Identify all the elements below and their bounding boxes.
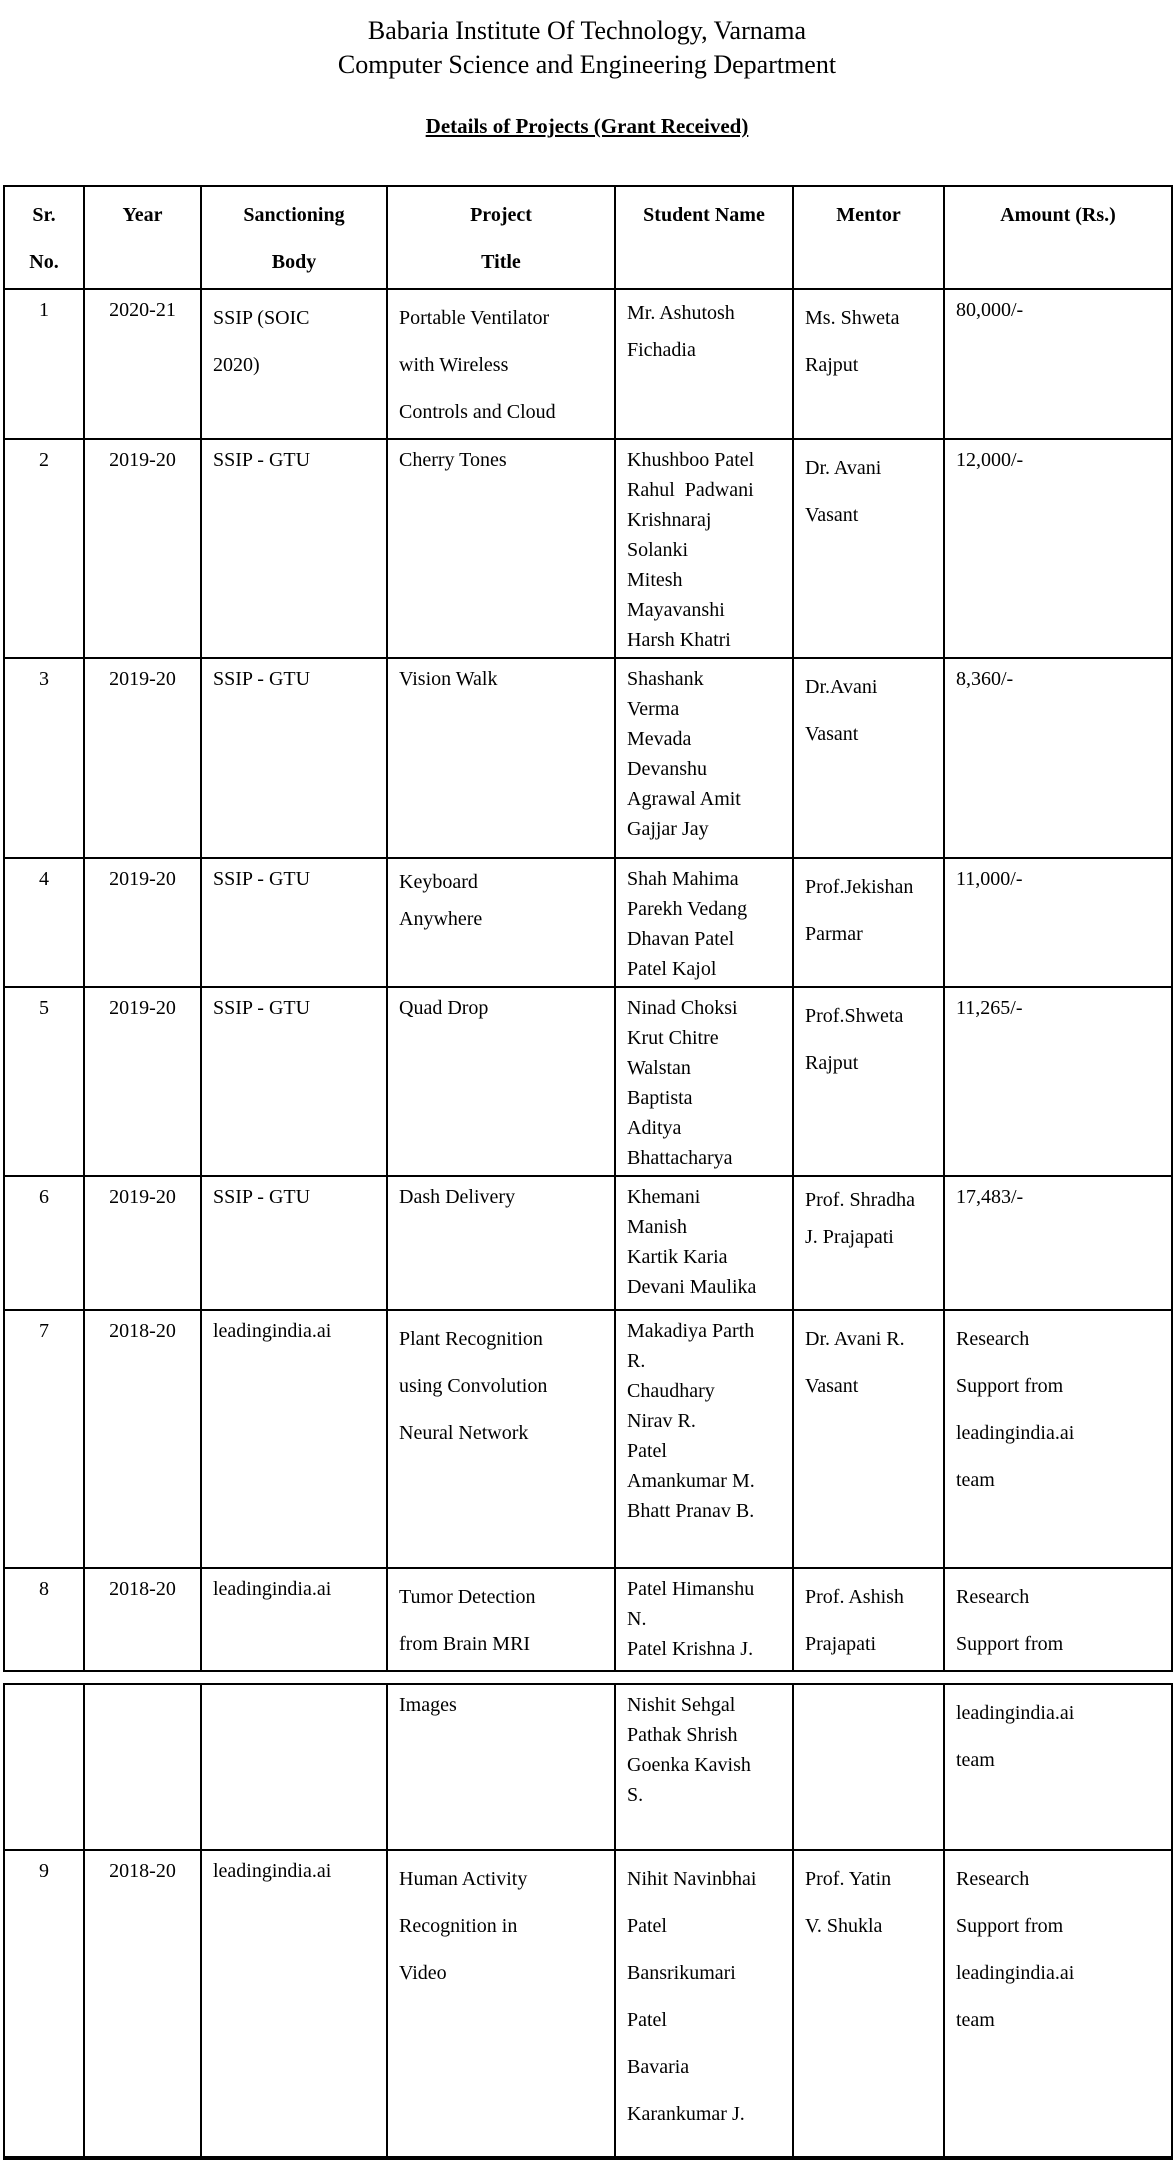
cell-line: leadingindia.ai	[956, 1702, 1075, 1724]
table-row	[4, 858, 1172, 987]
cell-line: Krut Chitre	[627, 1027, 719, 1049]
cell-line: Karankumar J.	[627, 2103, 745, 2125]
header-cell-mentor	[793, 186, 944, 289]
cell-line: Mitesh	[627, 569, 683, 591]
cell-line: Images	[399, 1694, 457, 1716]
cell-sr-no	[4, 1176, 84, 1310]
cell-amount	[944, 658, 1172, 858]
cell-line: Dr.Avani	[805, 676, 878, 698]
cell-sanctioning-body	[201, 987, 387, 1176]
cell-sr-no	[4, 1568, 84, 1671]
cell-line: J. Prajapati	[805, 1226, 894, 1248]
cell-sr-no	[4, 1684, 84, 1850]
table-row	[4, 1684, 1172, 1850]
cell-line: Research	[956, 1586, 1030, 1608]
cell-line: Anywhere	[399, 908, 483, 930]
cell-line: Sanctioning	[243, 204, 345, 226]
cell-mentor	[793, 1176, 944, 1310]
cell-sr-no	[4, 858, 84, 987]
cell-sanctioning-body	[201, 1568, 387, 1671]
header-cell-sanctioning-body	[201, 186, 387, 289]
cell-line: Rahul Padwani	[627, 479, 754, 501]
cell-student-name	[615, 439, 793, 658]
cell-line: SSIP - GTU	[213, 1186, 311, 1208]
table-row	[4, 1568, 1172, 1671]
projects-table-page-2	[3, 1683, 1173, 2160]
cell-line: Bhatt Pranav B.	[627, 1500, 755, 1522]
cell-project-title	[387, 1684, 615, 1850]
cell-line: Dash Delivery	[399, 1186, 516, 1208]
cell-student-name	[615, 289, 793, 439]
projects-table-page-1	[3, 185, 1173, 1672]
cell-sanctioning-body	[201, 658, 387, 858]
cell-line: Pathak Shrish	[627, 1724, 738, 1746]
cell-line: Patel Kajol	[627, 958, 717, 980]
cell-line: team	[956, 1749, 995, 1771]
cell-line: SSIP - GTU	[213, 997, 311, 1019]
cell-line: Verma	[627, 698, 680, 720]
cell-line: Prof. Shradha	[805, 1189, 915, 1211]
cell-line: leadingindia.ai	[213, 1860, 332, 1882]
header-cell-year	[84, 186, 201, 289]
cell-line: Neural Network	[399, 1422, 529, 1444]
cell-year	[84, 1850, 201, 2158]
cell-line: Patel	[627, 1915, 667, 1937]
cell-line: N.	[627, 1608, 647, 1630]
cell-amount	[944, 1850, 1172, 2158]
table-row	[4, 658, 1172, 858]
cell-line: Nirav R.	[627, 1410, 696, 1432]
cell-line: 17,483/-	[956, 1186, 1024, 1208]
cell-project-title	[387, 1568, 615, 1671]
table-row	[4, 1850, 1172, 2158]
cell-student-name	[615, 658, 793, 858]
cell-line: Rajput	[805, 354, 859, 376]
cell-line: Goenka Kavish	[627, 1754, 751, 1776]
cell-sr-no	[4, 1310, 84, 1568]
cell-line: Devanshu	[627, 758, 707, 780]
header-cell-amount	[944, 186, 1172, 289]
institute-title: Babaria Institute Of Technology, Varnama	[367, 16, 807, 45]
cell-line: SSIP - GTU	[213, 668, 311, 690]
cell-line: 2019-20	[109, 997, 176, 1019]
cell-line: Nishit Sehgal	[627, 1694, 736, 1716]
department-title: Computer Science and Engineering Department	[337, 50, 837, 79]
cell-amount	[944, 1684, 1172, 1850]
cell-line: V. Shukla	[805, 1915, 883, 1937]
cell-line: Research	[956, 1328, 1030, 1350]
cell-sr-no	[4, 1850, 84, 2158]
cell-student-name	[615, 1850, 793, 2158]
cell-line: Patel	[627, 1440, 667, 1462]
cell-line: Title	[481, 251, 521, 273]
cell-line: Plant Recognition	[399, 1328, 543, 1350]
cell-line: Human Activity	[399, 1868, 528, 1890]
cell-sanctioning-body	[201, 289, 387, 439]
table-row	[4, 1176, 1172, 1310]
cell-line: Tumor Detection	[399, 1586, 536, 1608]
cell-mentor	[793, 1310, 944, 1568]
cell-line: Parekh Vedang	[627, 898, 748, 920]
cell-line: Project	[470, 204, 532, 226]
cell-line: 9	[39, 1860, 49, 1882]
cell-line: 2020)	[213, 354, 260, 376]
cell-line: Nihit Navinbhai	[627, 1868, 757, 1890]
cell-mentor	[793, 987, 944, 1176]
cell-line: Vasant	[805, 1375, 859, 1397]
cell-line: Bansrikumari	[627, 1962, 736, 1984]
cell-line: Year	[122, 204, 163, 226]
cell-line: team	[956, 2009, 995, 2031]
cell-line: Patel Krishna J.	[627, 1638, 754, 1660]
cell-line: Mentor	[836, 204, 901, 226]
cell-amount	[944, 1568, 1172, 1671]
cell-sr-no	[4, 987, 84, 1176]
cell-line: Amount (Rs.)	[1000, 204, 1116, 226]
cell-project-title	[387, 1176, 615, 1310]
cell-line: Recognition in	[399, 1915, 518, 1937]
cell-student-name	[615, 1568, 793, 1671]
cell-student-name	[615, 1176, 793, 1310]
cell-amount	[944, 289, 1172, 439]
cell-line: SSIP - GTU	[213, 868, 311, 890]
cell-sanctioning-body	[201, 439, 387, 658]
cell-line: Keyboard	[399, 871, 478, 893]
cell-line: SSIP - GTU	[213, 449, 311, 471]
cell-line: R.	[627, 1350, 646, 1372]
cell-line: 8	[39, 1578, 49, 1600]
cell-line: using Convolution	[399, 1375, 548, 1397]
cell-line: Prajapati	[805, 1633, 877, 1655]
cell-line: 2	[39, 449, 49, 471]
cell-year	[84, 987, 201, 1176]
cell-mentor	[793, 1568, 944, 1671]
cell-line: Gajjar Jay	[627, 818, 709, 840]
cell-line: Amankumar M.	[627, 1470, 755, 1492]
cell-line: Student Name	[643, 204, 765, 226]
cell-year	[84, 1310, 201, 1568]
cell-line: Bhattacharya	[627, 1147, 733, 1169]
cell-line: Chaudhary	[627, 1380, 715, 1402]
cell-line: Mevada	[627, 728, 692, 750]
cell-line: 80,000/-	[956, 299, 1024, 321]
cell-line: Walstan	[627, 1057, 691, 1079]
cell-line: Vision Walk	[399, 668, 498, 690]
cell-line: Baptista	[627, 1087, 693, 1109]
projects-tables-container	[0, 185, 1174, 2160]
cell-line: 6	[39, 1186, 49, 1208]
cell-line: 2019-20	[109, 668, 176, 690]
cell-amount	[944, 439, 1172, 658]
cell-line: leadingindia.ai	[956, 1962, 1075, 1984]
cell-year	[84, 658, 201, 858]
cell-line: Shashank	[627, 668, 704, 690]
cell-line: Ninad Choksi	[627, 997, 738, 1019]
cell-year	[84, 1684, 201, 1850]
cell-line: 3	[39, 668, 49, 690]
cell-line: Patel	[627, 2009, 667, 2031]
page-title: Details of Projects (Grant Received)	[425, 114, 749, 138]
cell-mentor	[793, 1684, 944, 1850]
cell-sr-no	[4, 658, 84, 858]
cell-line: Solanki	[627, 539, 689, 561]
cell-line: Devani Maulika	[627, 1276, 757, 1298]
table-row	[4, 1310, 1172, 1568]
cell-line: Patel Himanshu	[627, 1578, 755, 1600]
cell-amount	[944, 1176, 1172, 1310]
cell-line: Krishnaraj	[627, 509, 712, 531]
cell-line: 12,000/-	[956, 449, 1024, 471]
cell-amount	[944, 1310, 1172, 1568]
cell-line: Dhavan Patel	[627, 928, 735, 950]
header-cell-student-name	[615, 186, 793, 289]
cell-line: leadingindia.ai	[213, 1320, 332, 1342]
cell-line: Dr. Avani	[805, 457, 882, 479]
cell-year	[84, 289, 201, 439]
cell-mentor	[793, 1850, 944, 2158]
cell-line: 7	[39, 1320, 49, 1342]
cell-sr-no	[4, 289, 84, 439]
cell-line: Shah Mahima	[627, 868, 739, 890]
header-cell-project-title	[387, 186, 615, 289]
cell-sr-no	[4, 439, 84, 658]
cell-project-title	[387, 439, 615, 658]
cell-amount	[944, 987, 1172, 1176]
cell-line: 2018-20	[109, 1320, 176, 1342]
header-cell-sr-no	[4, 186, 84, 289]
cell-line: Makadiya Parth	[627, 1320, 755, 1342]
cell-student-name	[615, 858, 793, 987]
cell-sanctioning-body	[201, 1310, 387, 1568]
cell-line: Support from	[956, 1375, 1064, 1397]
cell-line: Kartik Karia	[627, 1246, 728, 1268]
cell-line: Video	[399, 1962, 447, 1984]
cell-line: 2020-21	[109, 299, 176, 321]
cell-line: Sr.	[32, 204, 56, 226]
cell-line: 2018-20	[109, 1860, 176, 1882]
cell-year	[84, 1568, 201, 1671]
cell-mentor	[793, 439, 944, 658]
cell-year	[84, 439, 201, 658]
cell-sanctioning-body	[201, 1176, 387, 1310]
cell-student-name	[615, 1310, 793, 1568]
cell-mentor	[793, 658, 944, 858]
cell-line: Controls and Cloud	[399, 401, 556, 423]
cell-line: Mr. Ashutosh	[627, 302, 735, 324]
cell-line: Vasant	[805, 723, 859, 745]
cell-line: Prof.Jekishan	[805, 876, 914, 898]
cell-student-name	[615, 1684, 793, 1850]
cell-line: leadingindia.ai	[213, 1578, 332, 1600]
cell-mentor	[793, 289, 944, 439]
cell-line: Body	[271, 251, 317, 273]
cell-line: Portable Ventilator	[399, 307, 550, 329]
cell-line: Quad Drop	[399, 997, 489, 1019]
cell-line: 2019-20	[109, 1186, 176, 1208]
cell-line: 11,265/-	[956, 997, 1023, 1019]
cell-project-title	[387, 858, 615, 987]
cell-line: No.	[29, 251, 59, 273]
cell-year	[84, 858, 201, 987]
cell-project-title	[387, 1850, 615, 2158]
cell-line: Prof.Shweta	[805, 1005, 904, 1027]
cell-line: 8,360/-	[956, 668, 1014, 690]
table-header-row	[4, 186, 1172, 289]
cell-line: 11,000/-	[956, 868, 1023, 890]
cell-mentor	[793, 858, 944, 987]
cell-project-title	[387, 289, 615, 439]
cell-amount	[944, 858, 1172, 987]
cell-line: Aditya	[627, 1117, 682, 1139]
cell-line: Support from	[956, 1633, 1064, 1655]
cell-line: S.	[627, 1784, 644, 1806]
cell-line: 2019-20	[109, 449, 176, 471]
cell-line: Ms. Shweta	[805, 307, 900, 329]
table-row	[4, 439, 1172, 658]
cell-project-title	[387, 987, 615, 1176]
cell-sanctioning-body	[201, 1850, 387, 2158]
cell-line: Cherry Tones	[399, 449, 507, 471]
cell-project-title	[387, 658, 615, 858]
cell-line: Manish	[627, 1216, 687, 1238]
cell-line: Vasant	[805, 504, 859, 526]
cell-line: Rajput	[805, 1052, 859, 1074]
cell-line: Khushboo Patel	[627, 449, 755, 471]
cell-line: leadingindia.ai	[956, 1422, 1075, 1444]
page-heading-wrap	[0, 114, 1174, 139]
cell-line: 5	[39, 997, 49, 1019]
cell-line: Bavaria	[627, 2056, 690, 2078]
cell-line: Harsh Khatri	[627, 629, 731, 651]
cell-line: Research	[956, 1868, 1030, 1890]
table-row	[4, 289, 1172, 439]
cell-line: Prof. Ashish	[805, 1586, 904, 1608]
cell-student-name	[615, 987, 793, 1176]
cell-line: Fichadia	[627, 339, 696, 361]
cell-line: 2018-20	[109, 1578, 176, 1600]
cell-line: team	[956, 1469, 995, 1491]
cell-line: SSIP (SOIC	[213, 307, 310, 329]
cell-line: Agrawal Amit	[627, 788, 741, 810]
cell-line: from Brain MRI	[399, 1633, 531, 1655]
table-row	[4, 987, 1172, 1176]
cell-line: Mayavanshi	[627, 599, 725, 621]
cell-sanctioning-body	[201, 858, 387, 987]
cell-sanctioning-body	[201, 1684, 387, 1850]
cell-line: 4	[39, 868, 49, 890]
cell-line: Parmar	[805, 923, 863, 945]
cell-project-title	[387, 1310, 615, 1568]
cell-line: Dr. Avani R.	[805, 1328, 905, 1350]
cell-line: 2019-20	[109, 868, 176, 890]
cell-line: 1	[39, 299, 49, 321]
cell-line: Support from	[956, 1915, 1064, 1937]
cell-line: Khemani	[627, 1186, 701, 1208]
cell-line: Prof. Yatin	[805, 1868, 892, 1890]
cell-line: with Wireless	[399, 354, 509, 376]
cell-year	[84, 1176, 201, 1310]
